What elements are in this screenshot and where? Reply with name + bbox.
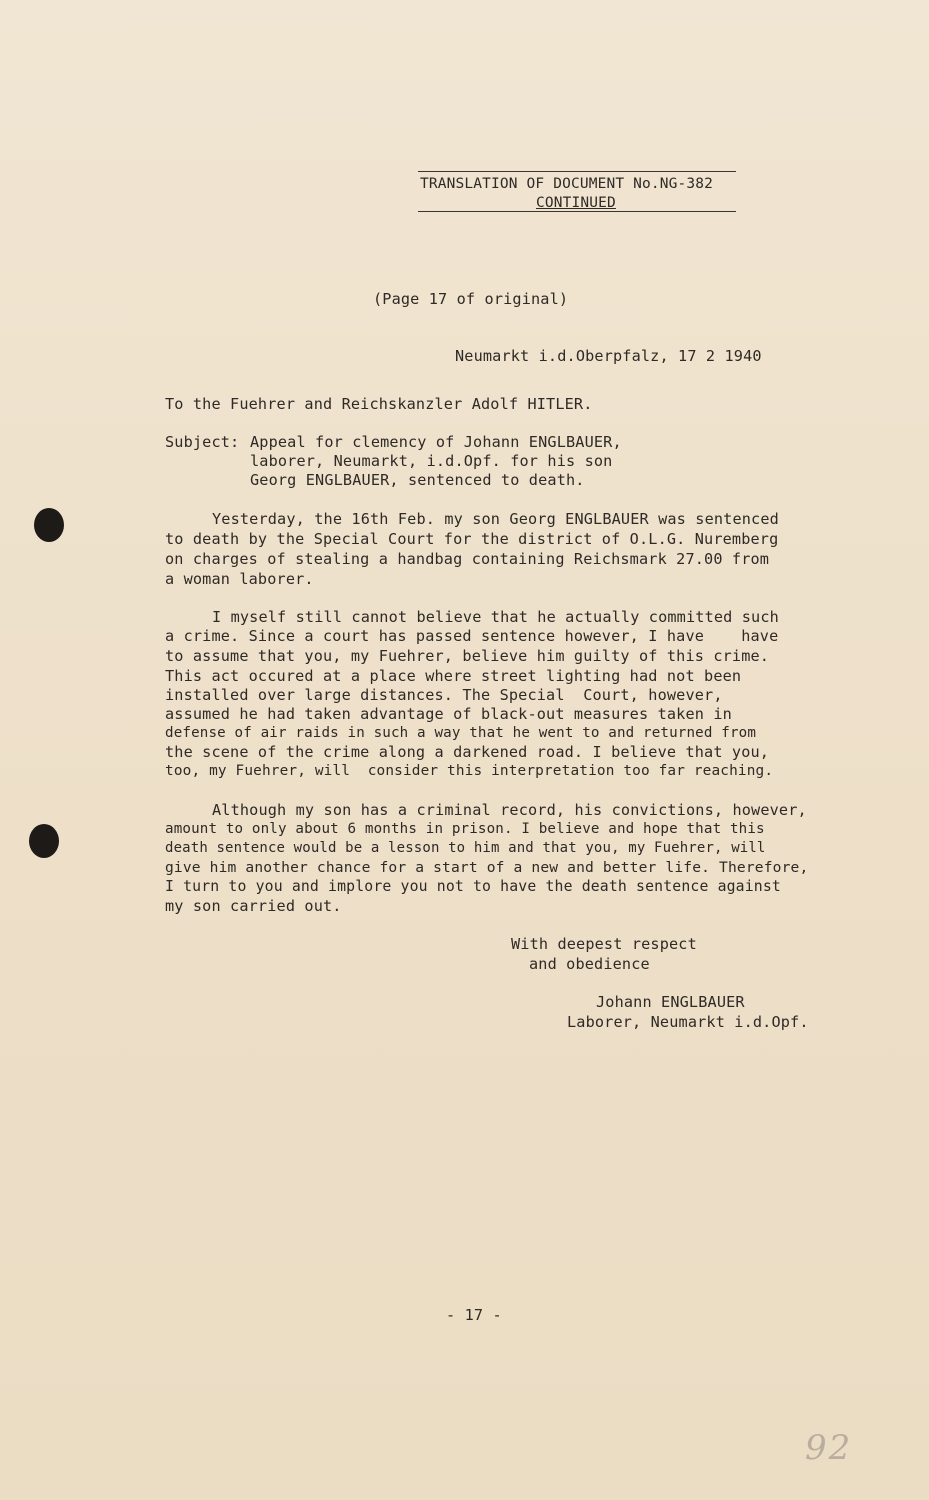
paragraph-line: I myself still cannot believe that he actually committed such	[212, 608, 779, 626]
header-rule-top	[418, 171, 736, 172]
subject-line-2: laborer, Neumarkt, i.d.Opf. for his son	[250, 452, 613, 470]
paragraph-line: my son carried out.	[165, 897, 342, 915]
addressee: To the Fuehrer and Reichskanzler Adolf HITLER.	[165, 395, 593, 413]
page-number: - 17 -	[446, 1306, 502, 1324]
paragraph-line: installed over large distances. The Special Court, however,	[165, 686, 723, 704]
paragraph-line: too, my Fuehrer, will consider this interpretation too far reaching.	[165, 763, 774, 779]
paragraph-line: to assume that you, my Fuehrer, believe him guilty of this crime.	[165, 647, 770, 665]
paragraph-line: a crime. Since a court has passed sentence however, I have have	[165, 627, 779, 645]
paragraph-line: the scene of the crime along a darkened road. I believe that you,	[165, 743, 770, 761]
signature-title: Laborer, Neumarkt i.d.Opf.	[567, 1013, 809, 1031]
paragraph-line: death sentence would be a lesson to him and that you, my Fuehrer, will	[165, 840, 766, 856]
subject-line-3: Georg ENGLBAUER, sentenced to death.	[250, 471, 585, 489]
paragraph-line: Although my son has a criminal record, his convictions, however,	[212, 801, 807, 819]
punch-hole-bottom	[29, 824, 59, 858]
punch-hole-top	[34, 508, 64, 542]
header-continued: CONTINUED	[536, 195, 616, 211]
header-title: TRANSLATION OF DOCUMENT No.NG-382	[420, 176, 714, 192]
paragraph-line: defense of air raids in such a way that he went to and returned from	[165, 725, 757, 741]
pencil-mark: 92	[805, 1428, 853, 1468]
closing-line-2: and obedience	[529, 955, 650, 973]
paragraph-line: assumed he had taken advantage of black-out measures taken in	[165, 705, 732, 723]
paragraph-line: a woman laborer.	[165, 570, 314, 588]
closing-line-1: With deepest respect	[511, 935, 697, 953]
dateline: Neumarkt i.d.Oberpfalz, 17 2 1940	[455, 347, 762, 365]
paragraph-line: to death by the Special Court for the district of O.L.G. Nuremberg	[165, 530, 779, 548]
header-rule-bottom	[418, 211, 736, 212]
subject-label: Subject:	[165, 433, 240, 451]
paragraph-line: I turn to you and implore you not to have the death sentence against	[165, 878, 781, 895]
paragraph-line: This act occured at a place where street lighting had not been	[165, 667, 742, 685]
page-note: (Page 17 of original)	[373, 290, 569, 308]
subject-line-1: Appeal for clemency of Johann ENGLBAUER,	[250, 433, 622, 451]
paragraph-line: on charges of stealing a handbag containing Reichsmark 27.00 from	[165, 550, 770, 568]
paragraph-line: Yesterday, the 16th Feb. my son Georg ENGLBAUER was sentenced	[212, 510, 779, 528]
paragraph-line: amount to only about 6 months in prison. I believe and hope that this	[165, 821, 765, 837]
signature-name: Johann ENGLBAUER	[596, 993, 745, 1011]
paragraph-line: give him another chance for a start of a new and better life. Therefore,	[165, 859, 809, 876]
